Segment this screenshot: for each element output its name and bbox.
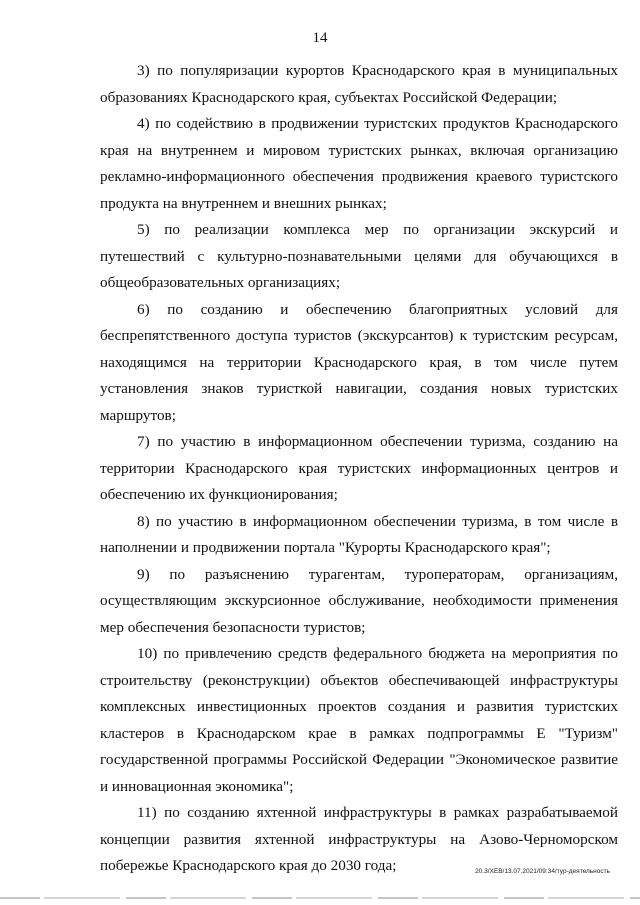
document-body	[100, 58, 618, 880]
page-number: 14	[312, 30, 328, 46]
list-item: 6) по созданию и обеспечению благоприятных условий для беспрепятственного доступа туристов (экскурсантов) к туристским ресурсам, находящимся на территории Краснодарского края, в том числе путем установления знаков туристкой навигации, создания новых туристских маршрутов;	[100, 300, 618, 424]
list-item: 11) по созданию яхтенной инфраструктуры в рамках разрабатываемой концепции развития яхтенной инфраструктуры на Азово-Черноморском побережье Краснодарского края до 2030 года;	[100, 804, 618, 874]
bottom-rule	[0, 897, 640, 899]
footer-document-code: 20.3/ХЕВ/13.07.2021/09:34/тур-деятельность	[475, 868, 610, 875]
list-item: 8) по участию в информационном обеспечении туризма, в том числе в наполнении и продвижении портала "Курорты Краснодарского края";	[100, 512, 618, 556]
list-item: 5) по реализации комплекса мер по организации экскурсий и путешествий с культурно-познавательными целями для обучающихся в общеобразовательных организациях;	[100, 221, 618, 291]
list-item: 10) по привлечению средств федерального бюджета на мероприятия по строительству (реконструкции) объектов обеспечивающей инфраструктуры комплексных инвестиционных проектов создания и развития туристских кластеров в Краснодарском крае в рамках подпрограммы Е "Туризм" государственной программы Российской Федерации "Экономическое развитие и инновационная экономика";	[100, 645, 618, 795]
list-item: 7) по участию в информационном обеспечении туризма, созданию на территории Краснодарского края туристских информационных центров и обеспечению их функционирования;	[100, 433, 618, 503]
list-item: 9) по разъяснению турагентам, туроператорам, организациям, осуществляющим экскурсионное обслуживание, необходимости применения мер обеспечения безопасности туристов;	[100, 565, 618, 636]
list-item: 4) по содействию в продвижении туристских продуктов Краснодарского края на внутреннем и мировом туристских рынках, включая организацию рекламно-информационного обеспечения продвижения краевого туристского продукта на внутреннем и внешних рынках;	[100, 115, 618, 212]
list-item: 3) по популяризации курортов Краснодарского края в муниципальных образованиях Краснодарского края, субъектах Российской Федерации;	[100, 62, 618, 106]
